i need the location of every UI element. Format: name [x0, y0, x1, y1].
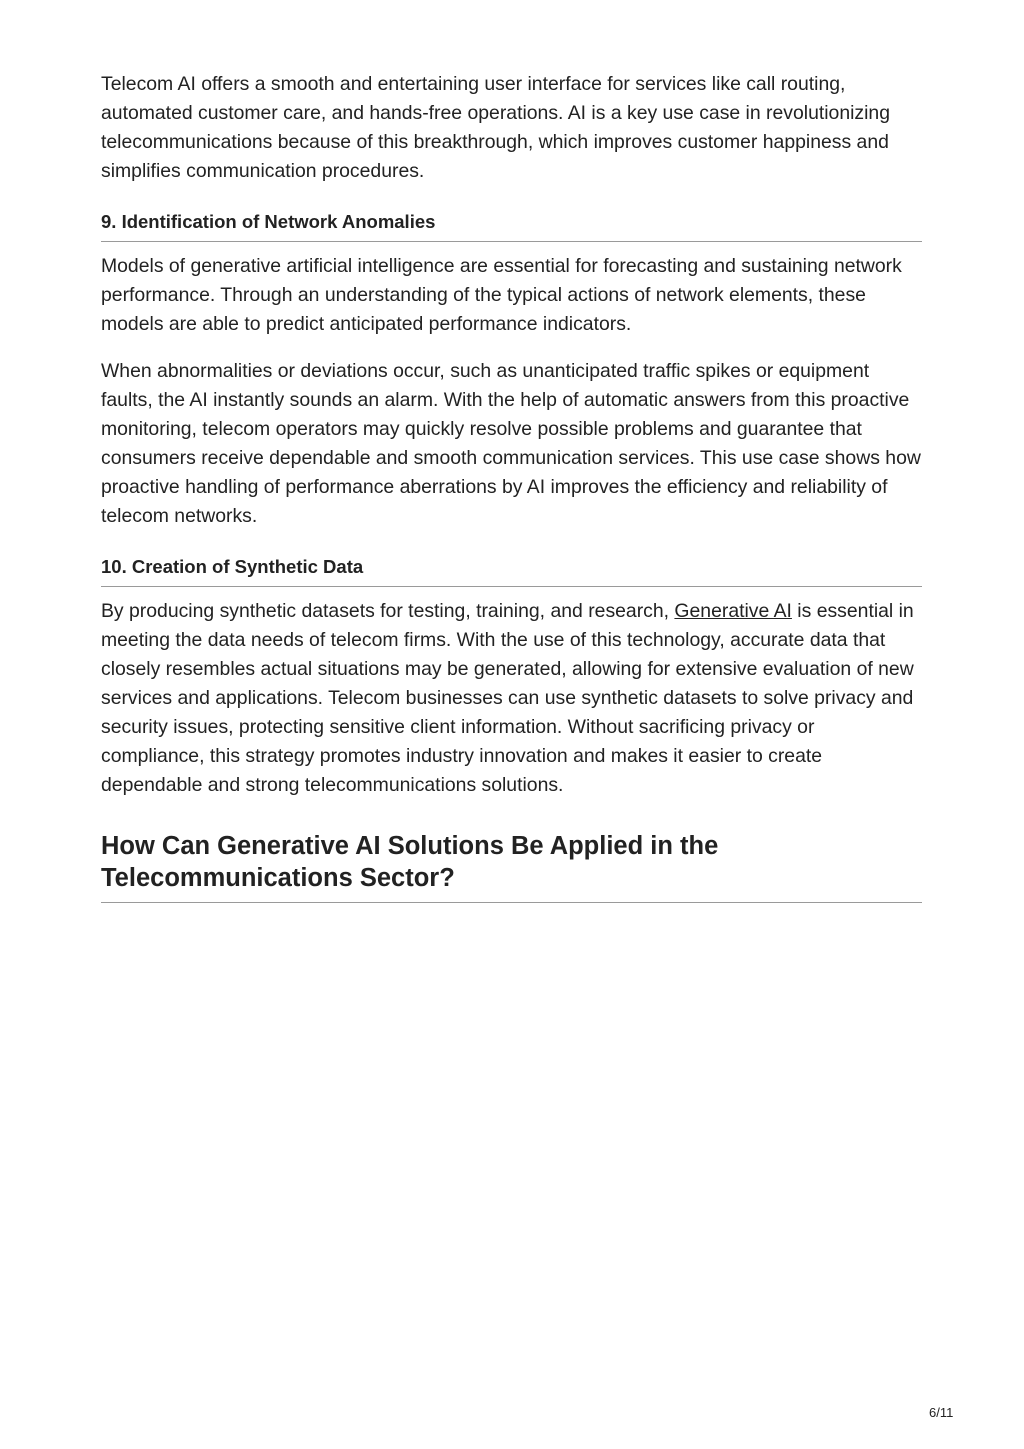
- section-heading: 9. Identification of Network Anomalies: [101, 210, 922, 242]
- page-number: 6/11: [929, 1405, 954, 1420]
- generative-ai-link[interactable]: Generative AI: [674, 600, 792, 622]
- paragraph-text: By producing synthetic datasets for testing, training, and research,: [101, 600, 675, 622]
- main-heading: How Can Generative AI Solutions Be Applied in the Telecommunications Sector?: [101, 830, 922, 903]
- document-content: [101, 70, 922, 903]
- intro-paragraph: Telecom AI offers a smooth and entertaining user interface for services like call routing, automated customer care, and hands-free operations. AI is a key use case in revolutionizing telecommunications because of this breakthrough, which improves customer happiness and simplifies communication procedures.: [101, 73, 890, 182]
- paragraph-text: is essential in meeting the data needs of telecom firms. With the use of this technology, accurate data that closely resembles actual situations may be generated, allowing for extensive evaluation of new services and applications. Telecom businesses can use synthetic datasets to solve privacy and security issues, protecting sensitive client information. Without sacrificing privacy or compliance, this strategy promotes industry innovation and makes it easier to create dependable and strong telecommunications solutions.: [101, 600, 914, 796]
- section-heading: 10. Creation of Synthetic Data: [101, 555, 922, 587]
- section-synthetic-data: [101, 555, 922, 800]
- section-paragraph: When abnormalities or deviations occur, such as unanticipated traffic spikes or equipment faults, the AI instantly sounds an alarm. With the help of automatic answers from this proactive monitoring, telecom operators may quickly resolve possible problems and guarantee that consumers receive dependable and smooth communication services. This use case shows how proactive handling of performance aberrations by AI improves the efficiency and reliability of telecom networks.: [101, 360, 921, 527]
- section-network-anomalies: [101, 210, 922, 531]
- section-paragraph: Models of generative artificial intelligence are essential for forecasting and sustaining network performance. Through an understanding of the typical actions of network elements, these models are able to predict anticipated performance indicators.: [101, 255, 902, 335]
- section-paragraph: [101, 597, 922, 800]
